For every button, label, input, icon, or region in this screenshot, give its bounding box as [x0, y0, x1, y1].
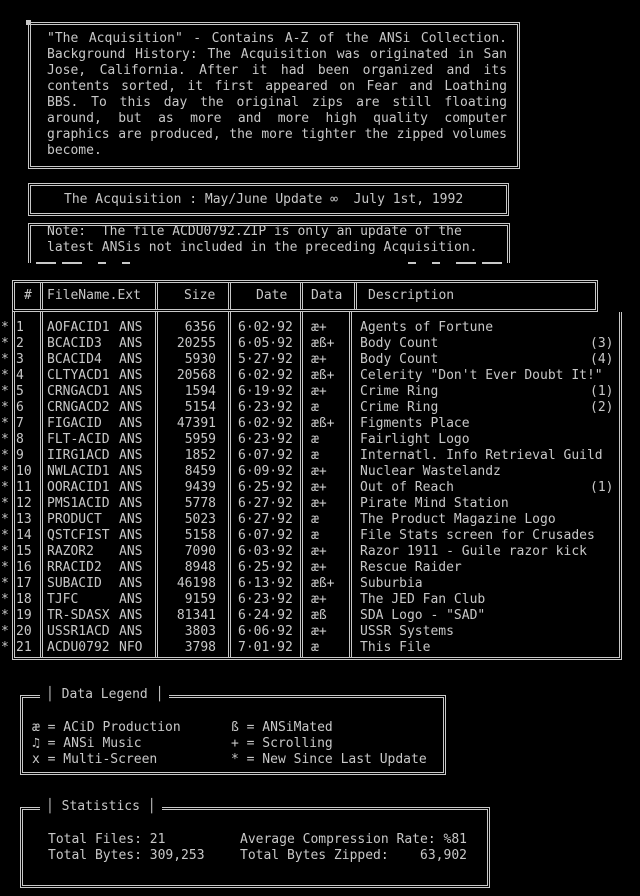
cell-size: 5959 — [184, 432, 216, 447]
cell-note: (1) — [590, 480, 614, 495]
cell-file: BCACID4 — [47, 352, 102, 367]
average-compression-rate: Average Compression Rate: %81 — [240, 832, 467, 847]
cell-num: 1 — [16, 320, 24, 335]
table-row — [0, 320, 640, 336]
total-bytes-zipped: Total Bytes Zipped: 63,902 — [240, 848, 467, 863]
legend-item: x = Multi-Screen — [32, 752, 158, 767]
cell-ext: ANS — [119, 528, 143, 543]
cell-star: * — [1, 448, 9, 463]
cell-file: RRACID2 — [47, 560, 102, 575]
header-filename: FileName.Ext — [47, 288, 141, 303]
table-row — [0, 432, 640, 448]
cell-star: * — [1, 400, 9, 415]
cell-desc: Crime Ring — [360, 384, 439, 399]
cell-num: 5 — [16, 384, 24, 399]
cell-desc: Pirate Mind Station — [360, 496, 509, 511]
cell-size: 8459 — [184, 464, 216, 479]
table-row — [0, 592, 640, 608]
cell-star: * — [1, 592, 9, 607]
cell-star: * — [1, 576, 9, 591]
cell-size: 46198 — [176, 576, 216, 591]
cell-desc: SDA Logo - "SAD" — [360, 608, 486, 623]
cell-num: 18 — [16, 592, 32, 607]
note-rule — [456, 262, 476, 264]
cell-num: 7 — [16, 416, 24, 431]
note-line-1: Note: The file ACDU0792.ZIP is only an update of the — [47, 224, 462, 239]
table-row — [0, 608, 640, 624]
note-line-2: latest ANSis not included in the preceding Acquisition. — [47, 240, 478, 255]
cell-desc: Body Count — [360, 352, 439, 367]
cell-file: OORACID1 — [47, 480, 110, 495]
cell-file: FLT-ACID — [47, 432, 110, 447]
cell-date: 6·27·92 — [238, 496, 293, 511]
cell-data: æ — [311, 640, 319, 655]
cell-file: CLTYACD1 — [47, 368, 110, 383]
cell-size: 1852 — [184, 448, 216, 463]
intro-text: "The Acquisition" - Contains A-Z of the ANSi Collection. Background History: The Acquisition was originated in San Jose, California. After it had been organized and its contents sorted, it first appeared on Fear and Loathing BBS. To this day the original zips are still floating around, but as more and more high quality computer graphics are produced, the more tighter the zipped volumes become. — [47, 31, 507, 158]
cell-data: æß — [311, 608, 327, 623]
cell-num: 12 — [16, 496, 32, 511]
cell-file: USSR1ACD — [47, 624, 110, 639]
cell-data: æß+ — [311, 368, 335, 383]
cell-desc: Internatl. Info Retrieval Guild — [360, 448, 603, 463]
cell-data: æ+ — [311, 352, 327, 367]
total-files: Total Files: 21 — [48, 832, 166, 847]
cell-size: 1594 — [184, 384, 216, 399]
cell-desc: Fairlight Logo — [360, 432, 470, 447]
cell-ext: ANS — [119, 544, 143, 559]
cell-file: RAZOR2 — [47, 544, 94, 559]
cell-size: 5778 — [184, 496, 216, 511]
update-title: The Acquisition : May/June Update ∞ July 1st, 1992 — [64, 192, 464, 207]
cell-data: æ — [311, 400, 319, 415]
cell-ext: ANS — [119, 480, 143, 495]
header-description: Description — [368, 288, 455, 303]
note-rule — [36, 262, 56, 264]
cell-date: 6·23·92 — [238, 432, 293, 447]
cell-date: 6·25·92 — [238, 560, 293, 575]
cell-star: * — [1, 464, 9, 479]
cell-size: 9439 — [184, 480, 216, 495]
cell-num: 17 — [16, 576, 32, 591]
cell-num: 13 — [16, 512, 32, 527]
cell-ext: ANS — [119, 560, 143, 575]
cell-star: * — [1, 368, 9, 383]
cell-file: FIGACID — [47, 416, 102, 431]
cell-ext: ANS — [119, 320, 143, 335]
cell-ext: ANS — [119, 496, 143, 511]
cell-file: NWLACID1 — [47, 464, 110, 479]
cell-date: 6·03·92 — [238, 544, 293, 559]
cell-num: 21 — [16, 640, 32, 655]
legend-item: * = New Since Last Update — [231, 752, 427, 767]
cell-star: * — [1, 384, 9, 399]
table-row — [0, 384, 640, 400]
cell-desc: Out of Reach — [360, 480, 454, 495]
cell-num: 4 — [16, 368, 24, 383]
column-divider — [228, 283, 231, 309]
legend-item: ♫ = ANSi Music — [32, 736, 142, 751]
cell-desc: File Stats screen for Crusades — [360, 528, 595, 543]
cell-desc: Suburbia — [360, 576, 423, 591]
cell-ext: ANS — [119, 592, 143, 607]
table-row — [0, 624, 640, 640]
cell-num: 14 — [16, 528, 32, 543]
cell-data: æ+ — [311, 624, 327, 639]
cell-ext: ANS — [119, 512, 143, 527]
cell-ext: ANS — [119, 432, 143, 447]
cell-date: 6·05·92 — [238, 336, 293, 351]
cell-date: 6·23·92 — [238, 400, 293, 415]
cell-star: * — [1, 560, 9, 575]
cell-date: 6·19·92 — [238, 384, 293, 399]
cell-size: 7090 — [184, 544, 216, 559]
cell-date: 6·25·92 — [238, 480, 293, 495]
cell-star: * — [1, 624, 9, 639]
cell-data: æ+ — [311, 464, 327, 479]
cell-star: * — [1, 480, 9, 495]
cell-desc: Rescue Raider — [360, 560, 462, 575]
cell-file: SUBACID — [47, 576, 102, 591]
cell-note: (3) — [590, 336, 614, 351]
cell-data: æ+ — [311, 592, 327, 607]
cell-date: 7·01·92 — [238, 640, 293, 655]
cell-note: (4) — [590, 352, 614, 367]
cell-num: 20 — [16, 624, 32, 639]
cell-ext: NFO — [119, 640, 143, 655]
cell-num: 2 — [16, 336, 24, 351]
table-row — [0, 448, 640, 464]
table-row — [0, 528, 640, 544]
cell-size: 6356 — [184, 320, 216, 335]
cell-data: æ+ — [311, 560, 327, 575]
cell-data: æ+ — [311, 320, 327, 335]
cell-num: 10 — [16, 464, 32, 479]
cell-desc: Nuclear Wastelandz — [360, 464, 501, 479]
note-text — [47, 224, 477, 256]
cell-desc: USSR Systems — [360, 624, 454, 639]
table-row — [0, 352, 640, 368]
cell-file: CRNGACD1 — [47, 384, 110, 399]
cell-date: 6·27·92 — [238, 512, 293, 527]
cell-desc: Body Count — [360, 336, 439, 351]
cell-size: 5154 — [184, 400, 216, 415]
cell-data: æ — [311, 512, 319, 527]
cell-size: 9159 — [184, 592, 216, 607]
cell-star: * — [1, 432, 9, 447]
table-row — [0, 560, 640, 576]
legend-item: ß = ANSiMated — [231, 720, 333, 735]
cell-size: 20568 — [176, 368, 216, 383]
cell-size: 8948 — [184, 560, 216, 575]
cell-star: * — [1, 336, 9, 351]
cell-num: 16 — [16, 560, 32, 575]
note-rule — [98, 262, 106, 264]
cell-note: (2) — [590, 400, 614, 415]
cell-ext: ANS — [119, 400, 143, 415]
cell-num: 15 — [16, 544, 32, 559]
cell-star: * — [1, 496, 9, 511]
cell-size: 5023 — [184, 512, 216, 527]
cell-data: æ+ — [311, 496, 327, 511]
table-row — [0, 512, 640, 528]
cell-ext: ANS — [119, 336, 143, 351]
column-divider — [40, 283, 43, 309]
cell-data: æß+ — [311, 416, 335, 431]
cell-size: 81341 — [176, 608, 216, 623]
cell-ext: ANS — [119, 448, 143, 463]
cell-file: TR-SDASX — [47, 608, 110, 623]
table-row — [0, 544, 640, 560]
cell-desc: The JED Fan Club — [360, 592, 486, 607]
cell-desc: Razor 1911 - Guile razor kick — [360, 544, 587, 559]
cell-date: 6·07·92 — [238, 528, 293, 543]
cell-file: PMS1ACID — [47, 496, 110, 511]
cell-star: * — [1, 640, 9, 655]
legend-title-text: Data Legend — [61, 687, 148, 702]
cell-star: * — [1, 512, 9, 527]
cell-desc: This File — [360, 640, 431, 655]
cell-star: * — [1, 608, 9, 623]
cell-date: 6·06·92 — [238, 624, 293, 639]
header-data: Data — [311, 288, 343, 303]
table-row — [0, 368, 640, 384]
cell-file: BCACID3 — [47, 336, 102, 351]
cell-size: 5930 — [184, 352, 216, 367]
cell-desc: Celerity "Don't Ever Doubt It!" — [360, 368, 603, 383]
cell-num: 6 — [16, 400, 24, 415]
cell-date: 6·02·92 — [238, 416, 293, 431]
cell-file: ACDU0792 — [47, 640, 110, 655]
column-divider — [300, 283, 303, 309]
header-num: # — [24, 288, 32, 303]
table-row — [0, 640, 640, 656]
column-divider — [155, 283, 158, 309]
cell-ext: ANS — [119, 352, 143, 367]
cell-desc: Agents of Fortune — [360, 320, 494, 335]
cell-date: 6·07·92 — [238, 448, 293, 463]
cell-ext: ANS — [119, 368, 143, 383]
cell-date: 6·09·92 — [238, 464, 293, 479]
legend-item: + = Scrolling — [231, 736, 333, 751]
note-rule — [432, 262, 440, 264]
cell-date: 6·02·92 — [238, 368, 293, 383]
cell-date: 6·24·92 — [238, 608, 293, 623]
table-row — [0, 576, 640, 592]
cell-date: 6·02·92 — [238, 320, 293, 335]
cell-date: 6·13·92 — [238, 576, 293, 591]
cell-star: * — [1, 320, 9, 335]
total-bytes: Total Bytes: 309,253 — [48, 848, 205, 863]
cell-note: (1) — [590, 384, 614, 399]
cell-file: TJFC — [47, 592, 79, 607]
table-row — [0, 480, 640, 496]
cell-num: 8 — [16, 432, 24, 447]
cell-ext: ANS — [119, 464, 143, 479]
column-divider — [354, 283, 357, 309]
cell-file: IIRG1ACD — [47, 448, 110, 463]
note-rule — [62, 262, 82, 264]
cell-desc: The Product Magazine Logo — [360, 512, 556, 527]
cell-desc: Figments Place — [360, 416, 470, 431]
note-rule — [482, 262, 502, 264]
table-row — [0, 464, 640, 480]
statistics-title-text: Statistics — [61, 799, 140, 814]
cell-size: 3798 — [184, 640, 216, 655]
note-rule — [122, 262, 130, 264]
legend-title: │ Data Legend │ — [40, 687, 169, 703]
cell-file: PRODUCT — [47, 512, 102, 527]
cell-star: * — [1, 544, 9, 559]
cell-ext: ANS — [119, 384, 143, 399]
cell-star: * — [1, 528, 9, 543]
legend-item: æ = ACiD Production — [32, 720, 181, 735]
header-date: Date — [256, 288, 288, 303]
cell-data: æß+ — [311, 336, 335, 351]
cell-ext: ANS — [119, 608, 143, 623]
cell-size: 3803 — [184, 624, 216, 639]
statistics-title: │ Statistics │ — [40, 799, 162, 815]
cell-num: 19 — [16, 608, 32, 623]
cell-desc: Crime Ring — [360, 400, 439, 415]
table-row — [0, 400, 640, 416]
cell-date: 6·23·92 — [238, 592, 293, 607]
cell-num: 11 — [16, 480, 32, 495]
cell-data: æ+ — [311, 480, 327, 495]
cell-data: æ — [311, 448, 319, 463]
cell-data: æ — [311, 432, 319, 447]
cell-star: * — [1, 416, 9, 431]
cell-data: æ+ — [311, 384, 327, 399]
cell-data: æ — [311, 528, 319, 543]
cell-data: æ+ — [311, 544, 327, 559]
table-row — [0, 496, 640, 512]
cell-file: QSTCFIST — [47, 528, 110, 543]
cell-size: 20255 — [176, 336, 216, 351]
cell-file: CRNGACD2 — [47, 400, 110, 415]
cell-data: æß+ — [311, 576, 335, 591]
cell-ext: ANS — [119, 416, 143, 431]
cell-ext: ANS — [119, 576, 143, 591]
cell-star: * — [1, 352, 9, 367]
cell-num: 9 — [16, 448, 24, 463]
header-size: Size — [184, 288, 216, 303]
cell-size: 5158 — [184, 528, 216, 543]
cell-ext: ANS — [119, 624, 143, 639]
table-row — [0, 416, 640, 432]
cell-size: 47391 — [176, 416, 216, 431]
cell-num: 3 — [16, 352, 24, 367]
table-row — [0, 336, 640, 352]
cell-file: AOFACID1 — [47, 320, 110, 335]
note-rule — [408, 262, 416, 264]
cell-date: 5·27·92 — [238, 352, 293, 367]
